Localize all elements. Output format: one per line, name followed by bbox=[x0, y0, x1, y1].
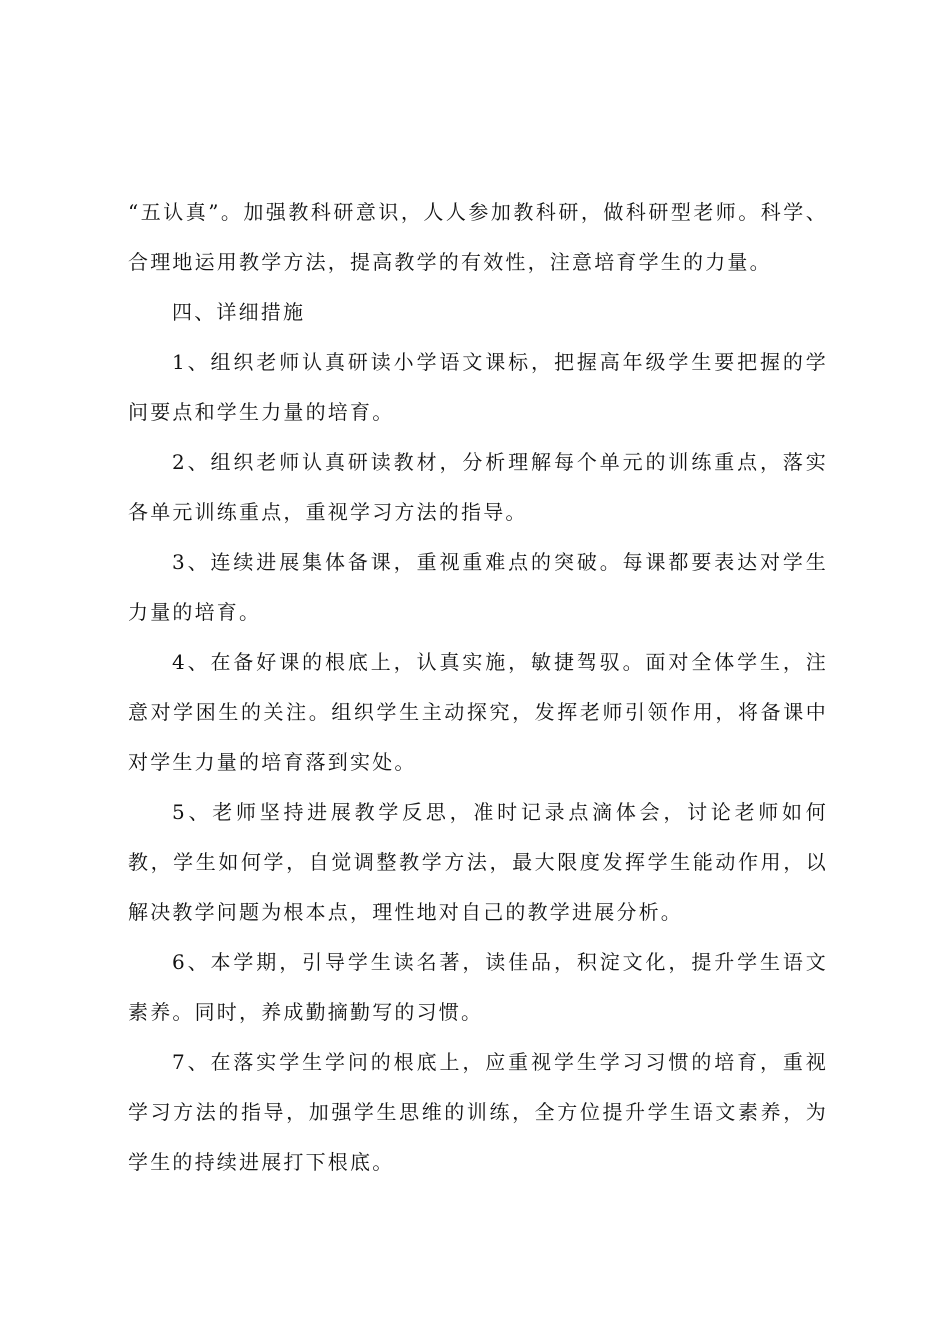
list-item: 6、本学期，引导学生读名著，读佳品，积淀文化，提升学生语文素养。同时，养成勤摘勤写的习惯。 bbox=[128, 950, 828, 1024]
paragraph-intro: “五认真”。加强教科研意识，人人参加教科研，做科研型老师。科学、合理地运用教学方法，提高教学的有效性，注意培育学生的力量。 bbox=[128, 200, 828, 274]
list-item: 1、组织老师认真研读小学语文课标，把握高年级学生要把握的学问要点和学生力量的培育。 bbox=[128, 350, 828, 424]
section-heading: 四、详细措施 bbox=[172, 300, 306, 324]
list-item: 2、组织老师认真研读教材，分析理解每个单元的训练重点，落实各单元训练重点，重视学习方法的指导。 bbox=[128, 450, 828, 524]
list-item: 3、连续进展集体备课，重视重难点的突破。每课都要表达对学生力量的培育。 bbox=[128, 550, 828, 624]
list-item: 5、老师坚持进展教学反思，准时记录点滴体会，讨论老师如何教，学生如何学，自觉调整教学方法，最大限度发挥学生能动作用，以解决教学问题为根本点，理性地对自己的教学进展分析。 bbox=[128, 800, 828, 924]
list-item: 7、在落实学生学问的根底上，应重视学生学习习惯的培育，重视学习方法的指导，加强学生思维的训练，全方位提升学生语文素养，为学生的持续进展打下根底。 bbox=[128, 1050, 828, 1174]
document-body bbox=[128, 187, 828, 1187]
list-item: 4、在备好课的根底上，认真实施，敏捷驾驭。面对全体学生，注意对学困生的关注。组织学生主动探究，发挥老师引领作用，将备课中对学生力量的培育落到实处。 bbox=[128, 650, 828, 774]
